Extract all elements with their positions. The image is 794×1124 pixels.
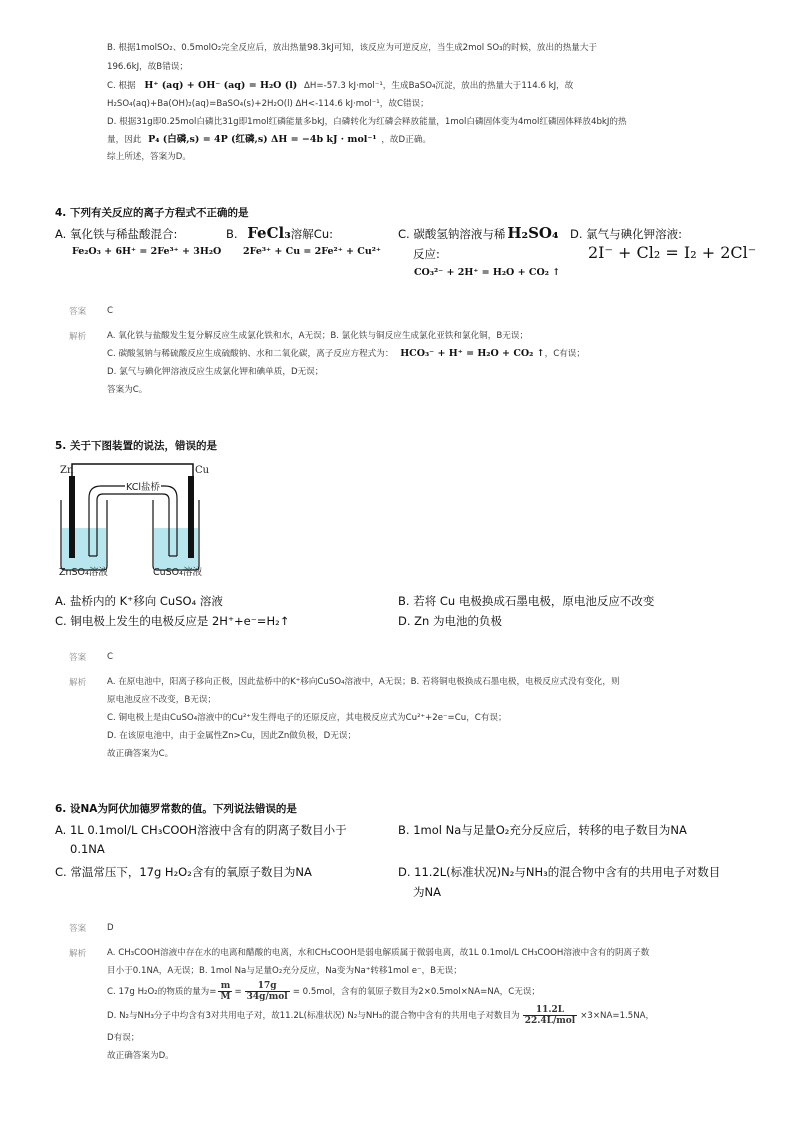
q6-analysis-line5: D有误； xyxy=(107,1033,140,1043)
question-5-title: 5. 关于下图装置的说法，错误的是 xyxy=(55,440,217,452)
prev-explanation-c1 xyxy=(107,79,573,93)
q6-option-b: B. 1mol Na与足量O₂充分反应后，转移的电子数目为NA xyxy=(398,823,687,837)
text: = 0.5mol，含有的氧原子数目为2×0.5mol×NA=NA，C无误； xyxy=(292,986,541,997)
prev-explanation-d1: D. 根据31g即0.25mol白磷比31g即1mol红磷能量多bkJ，白磷转化为红磷会释放能量，1mol白磷固体变为4mol红磷固体释放4bkJ的热 xyxy=(107,117,627,127)
q6-analysis-label: 解析 xyxy=(69,949,87,959)
galvanic-cell-diagram xyxy=(55,458,225,580)
q4-option-c-formula: CO₃²⁻ + 2H⁺ = H₂O + CO₂ ↑ xyxy=(414,267,561,278)
q6-option-a-line1: A. 1L 0.1mol/L CH₃COOH溶液中含有的阴离子数目小于 xyxy=(55,823,347,837)
formula: H⁺ (aq) + OH⁻ (aq) = H₂O (l) xyxy=(144,80,298,91)
cu-electrode xyxy=(188,476,194,558)
q5-analysis-line1: A. 在原电池中，阳离子移向正极，因此盐桥中的K⁺移向CuSO₄溶液中，A无误；B. 若将铜电极换成石墨电极，电极反应式没有变化，则 xyxy=(107,677,620,687)
q5-answer-label: 答案 xyxy=(69,653,87,663)
text: C. 碳酸氢钠溶液与稀 xyxy=(398,227,506,241)
q4-option-b-formula: 2Fe³⁺ + Cu = 2Fe²⁺ + Cu²⁺ xyxy=(243,246,381,257)
numerator: 17g xyxy=(257,981,277,991)
q4-analysis-line1: A. 氧化铁与盐酸发生复分解反应生成氯化铁和水，A无误；B. 氯化铁与铜反应生成氯化亚铁和氯化铜，B无误； xyxy=(107,331,529,341)
numerator: m xyxy=(220,981,231,991)
q4-option-b xyxy=(226,224,333,242)
denominator: M xyxy=(220,992,231,1002)
equals: = xyxy=(234,986,242,997)
formula: P₄ (白磷,s) = 4P (红磷,s) ΔH = −4b kJ · mol⁻¹ xyxy=(148,134,377,145)
q4-analysis-line4: 答案为C。 xyxy=(107,385,148,395)
q6-analysis-line3 xyxy=(107,981,540,1002)
q4-option-d: D. 氯气与碘化钾溶液: xyxy=(570,227,683,241)
q5-analysis-line3: C. 铜电极上是由CuSO₄溶液中的Cu²⁺发生得电子的还原反应，其电极反应式为Cu²⁺+2e⁻=Cu，C有误； xyxy=(107,713,507,723)
cu-label: Cu xyxy=(195,465,210,476)
q4-analysis-line3: D. 氯气与碘化钾溶液反应生成氯化钾和碘单质，D无误； xyxy=(107,367,324,377)
q5-option-d: D. Zn 为电池的负极 xyxy=(398,614,502,628)
prev-explanation-d2 xyxy=(107,133,431,147)
text: 量，因此 xyxy=(107,135,142,145)
question-4-title: 4. 下列有关反应的离子方程式不正确的是 xyxy=(55,207,249,219)
q6-option-c: C. 常温常压下，17g H₂O₂含有的氧原子数目为NA xyxy=(55,865,312,879)
fraction-m-over-M xyxy=(218,981,232,1002)
denominator: 34g/mol xyxy=(246,992,288,1002)
q5-analysis-line5: 故正确答案为C。 xyxy=(107,749,174,759)
left-solution-label: ZnSO₄溶液 xyxy=(59,567,108,578)
q6-answer: D xyxy=(107,923,114,933)
text: ΔH=-57.3 kJ·mol⁻¹，生成BaSO₄沉淀，放出的热量大于114.6 kJ，故 xyxy=(304,81,574,91)
zn-electrode xyxy=(69,476,75,558)
question-6-title: 6. 设NA为阿伏加德罗常数的值。下列说法错误的是 xyxy=(55,803,297,815)
q5-analysis-label: 解析 xyxy=(69,678,87,688)
wire xyxy=(72,464,193,476)
prev-explanation-b1: B. 根据1molSO₂、0.5molO₂完全反应后，放出热量98.3kJ可知，该反应为可逆反应，当生成2mol SO₃的时候，放出的热量大于 xyxy=(107,43,598,53)
q6-option-d-line2: 为NA xyxy=(413,885,441,899)
numerator: 11.2L xyxy=(535,1005,565,1015)
q6-analysis-line1: A. CH₃COOH溶液中存在水的电离和醋酸的电离，水和CH₃COOH是弱电解质属于微弱电离，故1L 0.1mol/L CH₃COOH溶液中含有的阴离子数 xyxy=(107,948,650,958)
text: ×3×NA=1.5NA， xyxy=(580,1010,655,1021)
text: C. 17g H₂O₂的物质的量为= xyxy=(107,986,217,997)
q4-option-a-formula: Fe₂O₃ + 6H⁺ = 2Fe³⁺ + 3H₂O xyxy=(72,246,222,257)
q6-option-d-line1: D. 11.2L(标准状况)N₂与NH₃的混合物中含有的共用电子对数目 xyxy=(398,865,721,879)
q4-option-a: A. 氧化铁与稀盐酸混合: xyxy=(55,227,178,241)
q4-answer: C xyxy=(107,306,114,316)
q5-analysis-line4: D. 在该原电池中，由于金属性Zn>Cu，因此Zn做负极，D无误； xyxy=(107,731,357,741)
q4-analysis-line2 xyxy=(107,347,585,361)
q4-option-c-text2: 反应: xyxy=(413,247,440,261)
text: C. 碳酸氢钠与稀硫酸反应生成硫酸钠、水和二氧化碳，离子反应方程式为： xyxy=(107,349,394,359)
q6-option-a-line2: 0.1NA xyxy=(70,842,105,856)
q5-option-c: C. 铜电极上发生的电极反应是 2H⁺+e⁻=H₂↑ xyxy=(55,614,290,628)
text: ，C有误； xyxy=(544,349,585,359)
q5-answer: C xyxy=(107,652,114,662)
formula: H₂SO₄ xyxy=(507,224,559,242)
q5-option-b: B. 若将 Cu 电极换成石墨电极，原电池反应不改变 xyxy=(398,594,655,608)
prev-explanation-c2: H₂SO₄(aq)+Ba(OH)₂(aq)=BaSO₄(s)+2H₂O(l) ΔH<-114.6 kJ·mol⁻¹，故C错误； xyxy=(107,99,429,109)
prev-summary: 综上所述，答案为D。 xyxy=(107,152,191,162)
q6-answer-label: 答案 xyxy=(69,924,87,934)
zn-label: Zn xyxy=(60,465,74,476)
label: B. xyxy=(226,227,238,241)
galvanic-cell-svg xyxy=(55,458,225,580)
denominator: 22.4L/mol xyxy=(524,1016,576,1026)
salt-bridge-label: KCl盐桥 xyxy=(125,479,161,493)
formula: FeCl₃ xyxy=(247,224,291,242)
q6-analysis-line2: 目小于0.1NA，A无误；B. 1mol Na与足量O₂充分反应，Na变为Na⁺转移1mol e⁻，B无误； xyxy=(107,966,462,976)
q5-option-a: A. 盐桥内的 K⁺移向 CuSO₄ 溶液 xyxy=(55,594,223,608)
q4-answer-label: 答案 xyxy=(69,307,87,317)
text: C. 根据 xyxy=(107,81,136,91)
fraction-volume-over-molar-volume xyxy=(523,1005,577,1026)
q6-analysis-line4 xyxy=(107,1005,654,1026)
q5-analysis-line2: 原电池反应不改变，B无误； xyxy=(107,695,217,705)
prev-explanation-b2: 196.6kJ，故B错误； xyxy=(107,62,188,72)
right-solution-label: CuSO₄溶液 xyxy=(153,567,202,578)
fraction-mass-over-molar xyxy=(245,981,290,1002)
text: D. N₂与NH₃分子中均含有3对共用电子对，故11.2L(标准状况) N₂与NH₃的混合物中含有的共用电子对数目为 xyxy=(107,1010,520,1021)
q4-option-d-formula: 2I⁻ + Cl₂ = I₂ + 2Cl⁻ xyxy=(588,243,757,262)
text: ，故D正确。 xyxy=(381,135,431,145)
formula: HCO₃⁻ + H⁺ = H₂O + CO₂ ↑ xyxy=(400,348,545,359)
text: 溶解Cu: xyxy=(290,227,333,241)
left-solution xyxy=(62,528,106,569)
q6-analysis-line6: 故正确答案为D。 xyxy=(107,1051,174,1061)
q4-analysis-label: 解析 xyxy=(69,332,87,342)
q4-option-c xyxy=(398,224,559,242)
